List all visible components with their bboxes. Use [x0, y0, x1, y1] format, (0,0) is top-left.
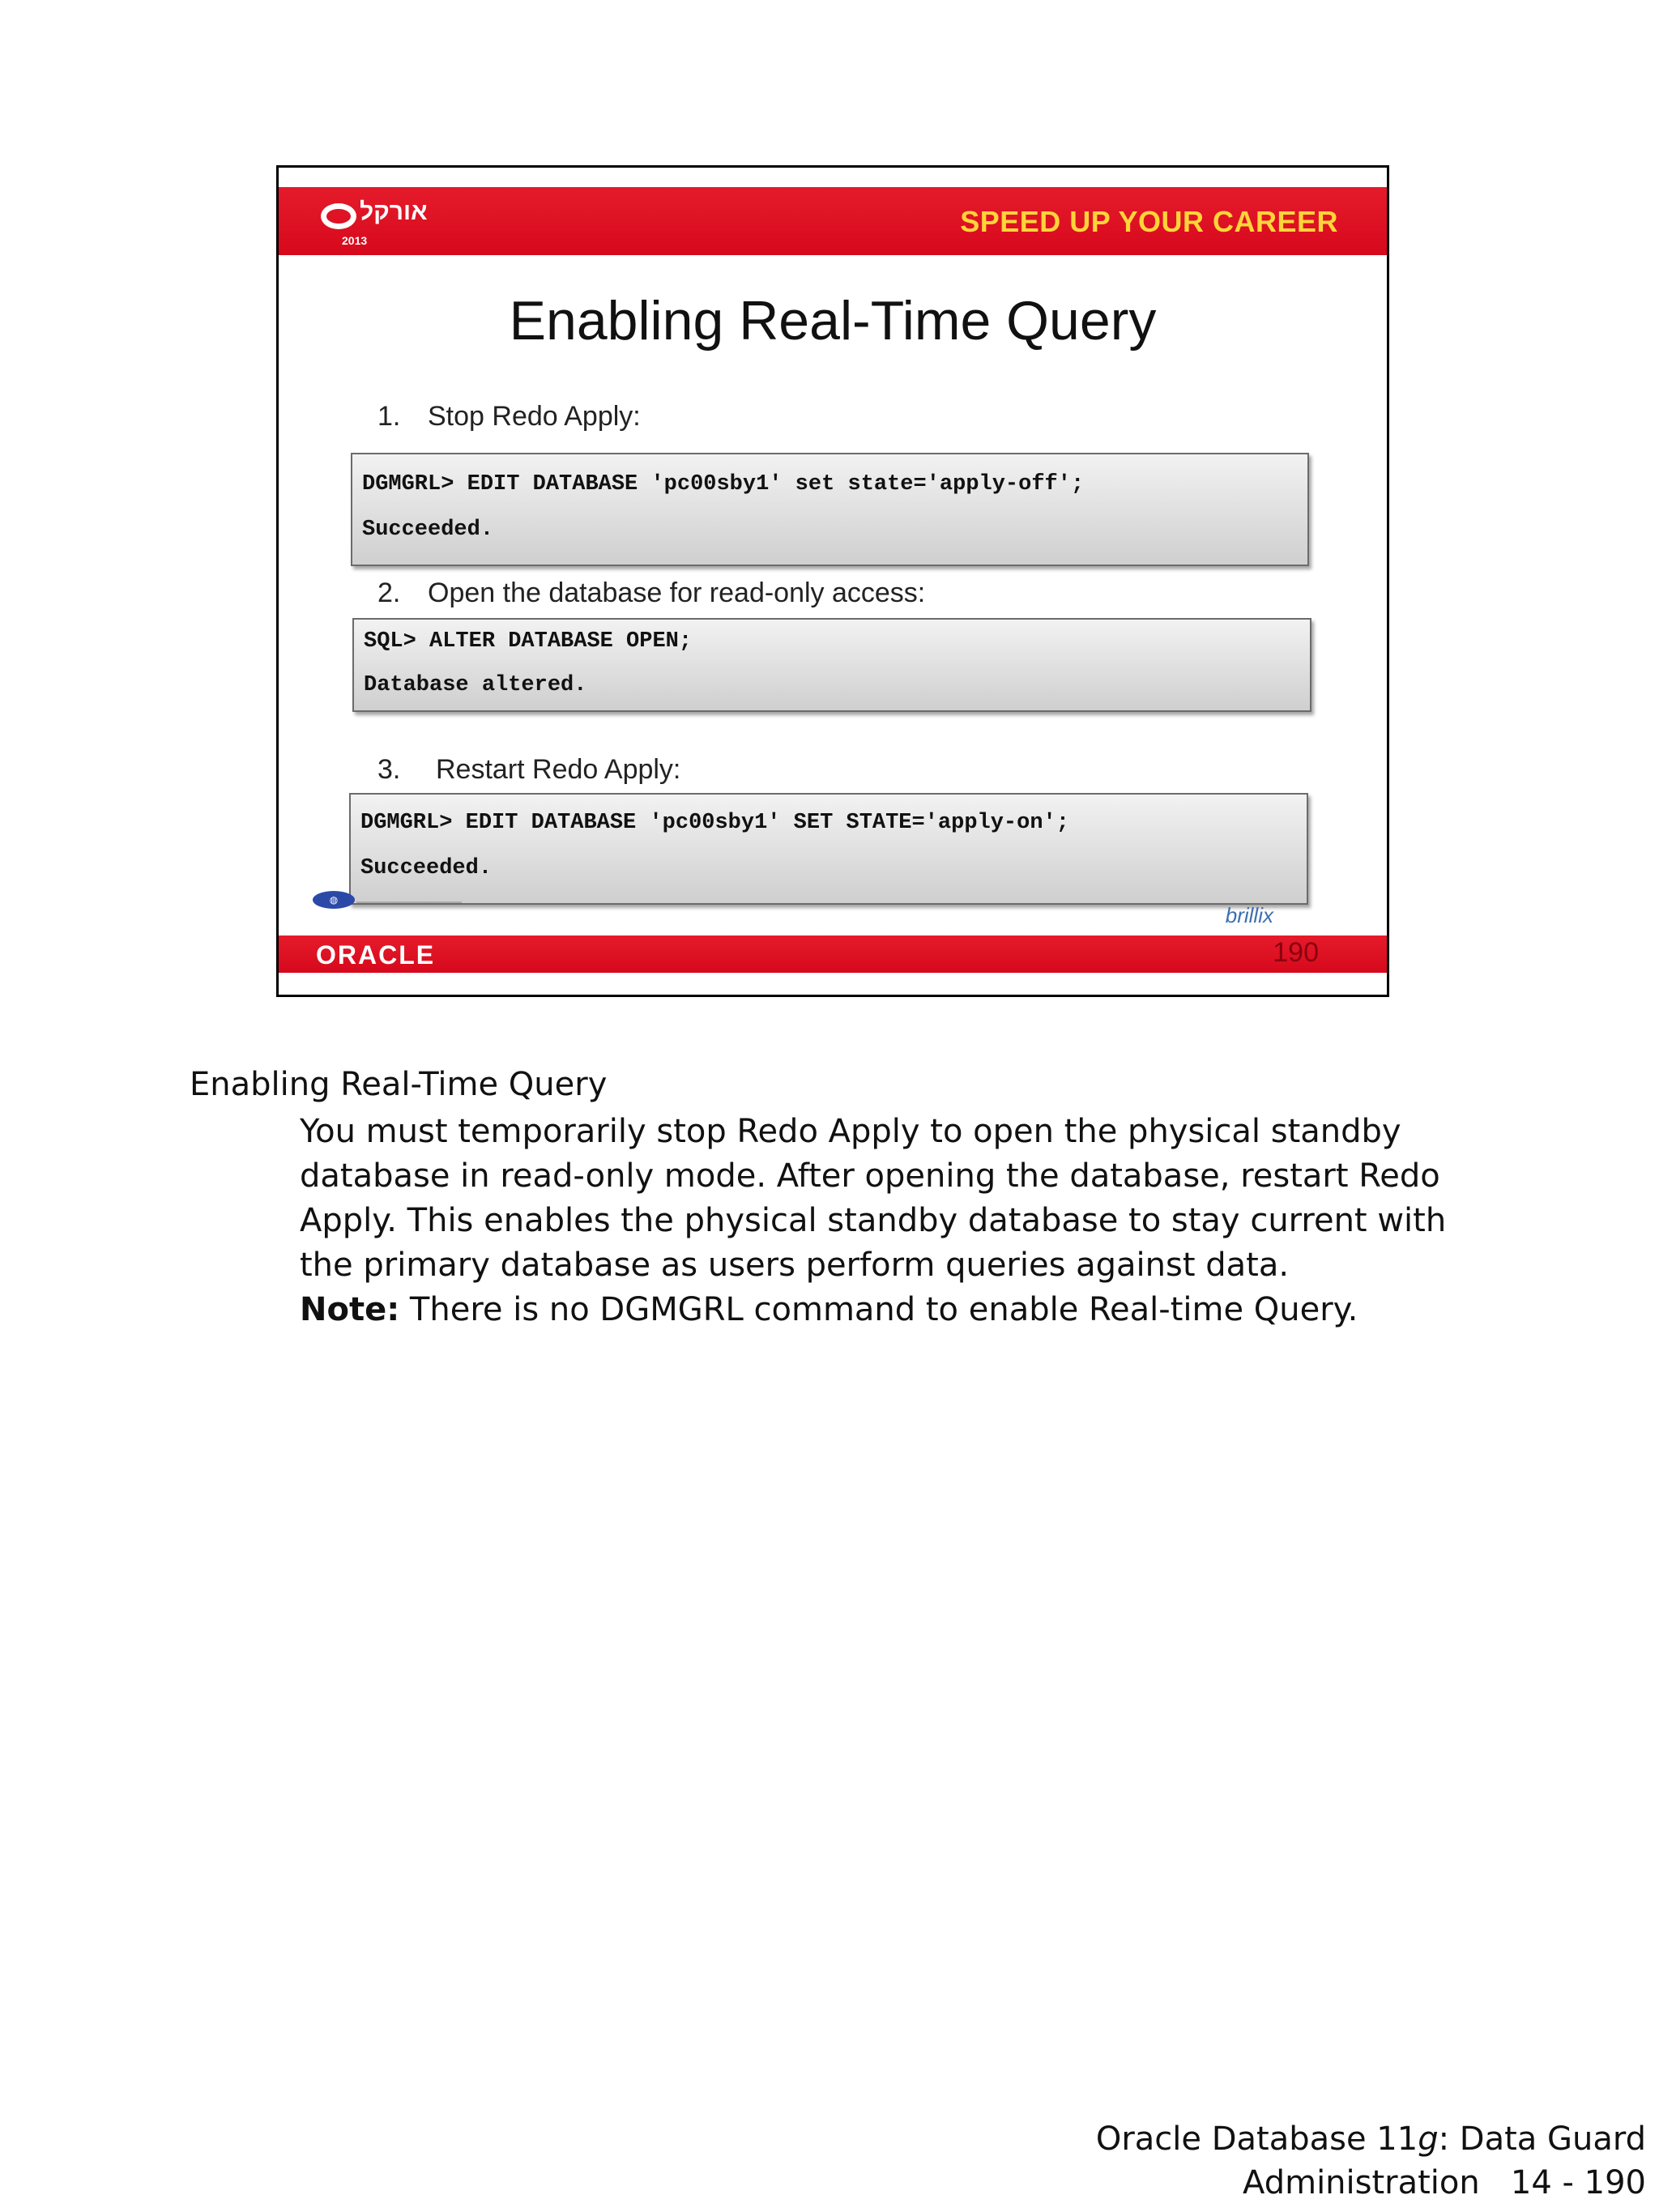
footer-text: Oracle Database 11 — [1095, 2120, 1418, 2158]
step-number: 1. — [377, 401, 401, 432]
code-line: DGMGRL> EDIT DATABASE 'pc00sby1' SET STATE='apply-on'; — [360, 811, 1069, 835]
footer-line-1 — [1096, 2117, 1646, 2161]
footer-text-italic: g — [1418, 2120, 1439, 2158]
code-block-2 — [352, 618, 1311, 712]
notes-note — [300, 1288, 1482, 1332]
partner-logo-icon: ◍ — [313, 891, 355, 909]
code-line: SQL> ALTER DATABASE OPEN; — [364, 629, 693, 654]
slide-image — [276, 165, 1389, 997]
divider — [356, 901, 462, 903]
code-block-3 — [349, 793, 1308, 905]
slide-page-number: 190 — [1273, 937, 1319, 968]
note-text: There is no DGMGRL command to enable Real-time Query. — [399, 1291, 1358, 1328]
oracle-week-logo-icon — [321, 203, 356, 229]
code-line: Succeeded. — [360, 856, 493, 880]
notes-title: Enabling Real-Time Query — [190, 1066, 608, 1103]
step-label: Open the database for read-only access: — [428, 578, 926, 608]
oracle-logo: ORACLE — [316, 940, 436, 970]
step-label: Restart Redo Apply: — [436, 754, 681, 785]
page-footer — [1096, 2117, 1646, 2205]
code-line: Succeeded. — [362, 518, 494, 542]
slide-footer-banner — [279, 936, 1387, 973]
slide-title: Enabling Real-Time Query — [509, 290, 1157, 352]
footer-text: : Data Guard — [1438, 2120, 1646, 2158]
slide-tagline: SPEED UP YOUR CAREER — [960, 205, 1338, 238]
logo-text: אורקל — [360, 198, 428, 225]
step-2 — [377, 578, 925, 609]
notes-paragraph: You must temporarily stop Redo Apply to open the physical standby database in read-only mode. After opening the database, restart Redo Apply. This enables the physical standby database to stay current with the primary database as users perform queries against data. — [300, 1113, 1447, 1284]
logo-year: 2013 — [342, 234, 368, 247]
note-label: Note: — [300, 1291, 400, 1328]
step-number: 2. — [377, 578, 401, 608]
notes-body — [300, 1110, 1482, 1332]
code-line: DGMGRL> EDIT DATABASE 'pc00sby1' set state='apply-off'; — [362, 472, 1085, 497]
step-1 — [377, 401, 641, 433]
slide-header-banner — [279, 187, 1387, 255]
step-number: 3. — [377, 754, 401, 785]
code-line: Database altered. — [364, 673, 587, 697]
brillix-logo: brillix — [1225, 903, 1273, 927]
code-block-1 — [351, 453, 1309, 566]
step-3 — [377, 754, 680, 786]
step-label: Stop Redo Apply: — [428, 401, 641, 432]
footer-line-2: Administration 14 - 190 — [1243, 2164, 1646, 2201]
